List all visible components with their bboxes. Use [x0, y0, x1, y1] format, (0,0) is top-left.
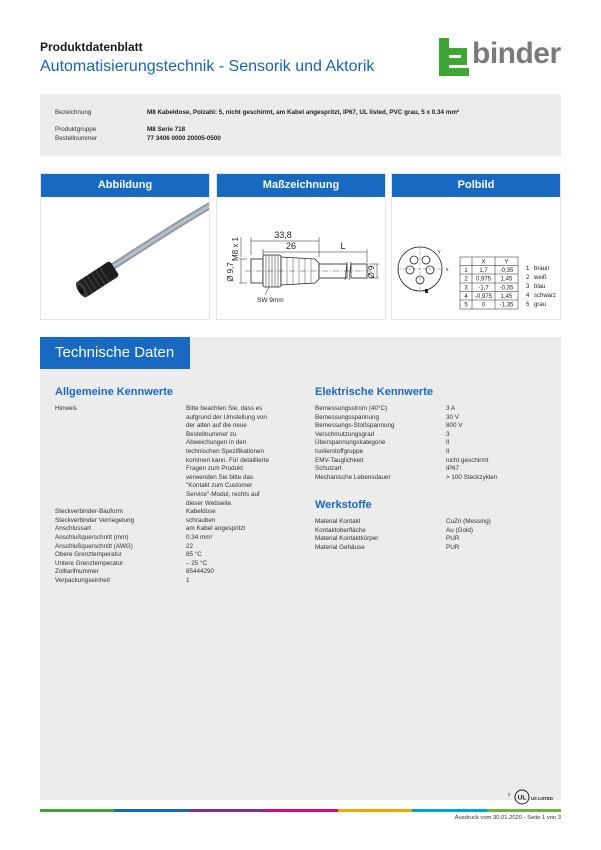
spec-value: IP67: [446, 465, 459, 473]
spec-key: Steckverbinder-Bauform: [55, 508, 123, 516]
ul-logo-icon: [508, 788, 564, 806]
info-label: Bestellnummer: [55, 135, 97, 142]
ul-listed-text: US LISTED: [531, 796, 553, 801]
materials-list: [315, 518, 545, 552]
pin-layout: [392, 197, 560, 321]
info-value: M8 Kabeldose, Polzahl: 5, nicht geschirmt, am Kabel angespritzt, IP67, UL listed, PVC grau, 5 x 0.34 mm²: [147, 109, 460, 116]
dim-total-label: 33,8: [274, 230, 292, 240]
spec-row: [55, 525, 270, 534]
product-info-box: [40, 94, 561, 156]
svg-text:c: c: [508, 792, 511, 798]
spec-value: CuZn (Messing): [446, 518, 491, 525]
pin-table-cell: 3: [464, 285, 468, 292]
panel-abbildung-title: Abbildung: [41, 174, 209, 197]
pin-table-cell: -0,975: [474, 294, 493, 300]
spec-row: [315, 448, 545, 457]
dim-length-label: L: [340, 241, 346, 251]
spec-row: [315, 535, 545, 544]
dim-diameter2-label: Ø 9: [367, 265, 376, 279]
stripe-segment: [40, 809, 114, 812]
spec-key: Anschlussart: [55, 525, 92, 533]
spec-key: Schutzart: [315, 465, 342, 473]
wire-color-num: 5: [526, 302, 530, 308]
spec-row: [315, 527, 545, 536]
wire-color-num: 1: [526, 266, 530, 272]
spec-key: Material Kontakt: [315, 518, 361, 525]
dim-thread-label: M8 x 1: [231, 236, 240, 262]
pin-table-cell: 0: [481, 302, 486, 309]
spec-key: Material Gehäuse: [315, 543, 365, 551]
spec-value: am Kabel angespritzt: [186, 525, 246, 533]
spec-key: Zolltarifnummer: [55, 568, 99, 576]
spec-row: [55, 560, 270, 569]
pin-table-cell: 1,45: [500, 276, 513, 283]
spec-row: [315, 544, 545, 553]
document-subtitle: Automatisierungstechnik - Sensorik und Aktorik: [40, 58, 375, 75]
spec-value: PUR: [446, 535, 460, 543]
electrical-specs-list: [315, 405, 545, 482]
dim-body-label: 26: [285, 241, 297, 251]
stripe-segment: [338, 809, 412, 812]
pin-table-cell: 0,975: [475, 276, 492, 283]
wire-color-num: 2: [526, 275, 530, 281]
spec-value: 30 V: [446, 413, 459, 421]
panel-polbild-title: Polbild: [392, 174, 560, 197]
footer-color-stripe: [40, 809, 561, 812]
panel-polbild: [391, 173, 561, 320]
info-label: Produktgruppe: [55, 126, 97, 133]
svg-text:x: x: [446, 267, 449, 273]
spec-value: 85444290: [186, 568, 215, 576]
spec-key: Bemessungsspannung: [315, 413, 380, 421]
info-label: Bezeichnung: [55, 109, 92, 116]
panel-masszeichnung-title: Maßzeichnung: [217, 174, 385, 197]
spec-row: [55, 543, 270, 552]
spec-key: Verschmutzungsgrad: [315, 430, 375, 438]
info-value: 77 3406 0000 20005-0500: [147, 135, 221, 142]
spec-value: 3 A: [446, 405, 456, 412]
spec-value: 85 °C: [186, 551, 202, 559]
stripe-segment: [189, 809, 263, 812]
spec-value: nicht geschirmt: [446, 456, 489, 464]
dimension-drawing-svg: [217, 197, 385, 321]
info-row-produktgruppe: [55, 126, 185, 133]
spec-row: [315, 405, 545, 414]
pin-layout-svg: [392, 197, 560, 321]
spec-row: [55, 568, 270, 577]
spec-row: [315, 474, 545, 483]
spec-value: Au (Gold): [446, 526, 473, 534]
pin-table-cell: 5: [464, 302, 468, 309]
pin-table-header-y: Y: [504, 259, 509, 266]
pin-table-cell: 1,7: [479, 268, 488, 274]
general-specs-list: [55, 405, 270, 585]
ul-listed-mark: [508, 788, 564, 806]
pin-table-cell: -1,35: [499, 302, 514, 309]
spec-key: Obere Grenztemperatur: [55, 551, 122, 559]
wire-color-name: blau: [534, 284, 546, 290]
pin-table-header-x: X: [481, 259, 486, 266]
binder-logo-mark-icon: [437, 38, 471, 76]
info-row-bezeichnung: [55, 109, 459, 116]
spec-value: schrauben: [186, 516, 216, 524]
cable-connector-illustration: [41, 197, 209, 321]
print-date-note: Ausdruck vom 30.01.2020 - Seite 1 von 3: [454, 815, 561, 821]
spec-key: Steckverbinder Verriegelung: [55, 516, 135, 524]
spec-row: [55, 508, 270, 517]
spec-row: [315, 518, 545, 527]
spec-row: [55, 577, 270, 586]
wire-color-name: weiß: [534, 275, 547, 281]
spec-value: 1: [186, 576, 190, 584]
wire-color-name: braun: [534, 266, 550, 272]
spec-key: Verpackungseinheit: [55, 576, 110, 584]
info-value: M8 Serie 718: [147, 126, 186, 133]
spec-value: PUR: [446, 543, 460, 551]
dim-diameter1-label: Ø 9,7: [226, 262, 235, 282]
spec-row: [315, 457, 545, 466]
spec-row: [315, 414, 545, 423]
general-specs-title: Allgemeine Kennwerte: [55, 386, 173, 398]
spec-value: II: [446, 447, 450, 455]
wire-color-num: 3: [526, 284, 530, 290]
spec-key: Bemessungs-Stoßspannung: [315, 422, 395, 430]
spec-key: Material Kontaktkörper: [315, 535, 379, 543]
dimension-drawing: [217, 197, 385, 321]
spec-key: Anschlußquerschnitt (AWG): [55, 542, 133, 550]
spec-value: > 100 Steckzyklen: [446, 473, 498, 481]
spec-value: II: [446, 439, 450, 447]
spec-key: Hinweis: [55, 405, 78, 412]
pin-table-cell: 1: [464, 268, 468, 274]
svg-text:UL: UL: [517, 794, 527, 802]
materials-title: Werkstoffe: [315, 499, 372, 511]
product-image: [41, 197, 209, 321]
dim-wrench-label: SW 9mm: [257, 297, 284, 304]
pin-table-cell: -0,35: [499, 268, 514, 274]
stripe-segment: [412, 809, 486, 812]
stripe-segment: [114, 809, 188, 812]
pin-table-cell: 4: [464, 294, 468, 300]
spec-key: Kontaktoberfläche: [315, 526, 366, 534]
spec-value: 22: [186, 542, 194, 550]
technical-data-title: Technische Daten: [40, 337, 190, 369]
spec-row: [315, 465, 545, 474]
binder-logo-text: binder: [472, 37, 561, 70]
panel-abbildung: [40, 173, 210, 320]
spec-row: [315, 422, 545, 431]
spec-key: Überspannungskategorie: [315, 439, 386, 447]
spec-key: Isolierstoffgruppe: [315, 447, 364, 455]
info-row-bestellnummer: [55, 135, 221, 142]
spec-key: Mechanische Lebensdauer: [315, 473, 391, 481]
spec-value: Bitte beachten Sie, dass es aufgrund der Umstellung von der alten auf die neue Bestellnummer zu Abweichungen in den technischen Spezifikationen kommen kann. Für detaillierte Fragen zum Produkt verwenden Sie bitte das "Kontakt zum Customer Service"-Modul, rechts auf dieser Webseite.: [186, 405, 269, 507]
electrical-specs-title: Elektrische Kennwerte: [315, 386, 433, 398]
spec-key: EMV-Tauglichkeit: [315, 456, 364, 464]
pin-table-cell: -0,35: [499, 285, 514, 292]
spec-key: Anschlußquerschnitt (mm): [55, 533, 129, 541]
spec-row: [55, 534, 270, 543]
wire-color-name: grau: [534, 302, 547, 308]
spec-value: Kabeldose: [186, 508, 216, 516]
binder-logo: [437, 38, 561, 78]
panel-masszeichnung: [216, 173, 386, 320]
spec-key: Untere Grenztemperatur: [55, 559, 124, 567]
svg-text:y: y: [438, 249, 441, 255]
spec-key: Bemessungsstrom (40°C): [315, 405, 388, 412]
spec-value: – 25 °C: [186, 559, 208, 567]
pin-table-cell: 1,45: [500, 294, 513, 300]
pin-table-cell: -1,7: [478, 285, 489, 292]
pin-table-cell: 2: [464, 276, 468, 283]
stripe-segment: [487, 809, 561, 812]
document-type: Produktdatenblatt: [40, 40, 143, 54]
spec-row: [55, 517, 270, 526]
spec-value: 0.34 mm²: [186, 533, 213, 541]
spec-row: [55, 551, 270, 560]
wire-color-num: 4: [526, 293, 530, 299]
spec-value: 800 V: [446, 422, 463, 430]
stripe-segment: [263, 809, 337, 812]
spec-row: [315, 439, 545, 448]
spec-value: 3: [446, 430, 450, 438]
spec-row: [55, 405, 270, 508]
wire-color-name: schwarz: [534, 293, 557, 299]
